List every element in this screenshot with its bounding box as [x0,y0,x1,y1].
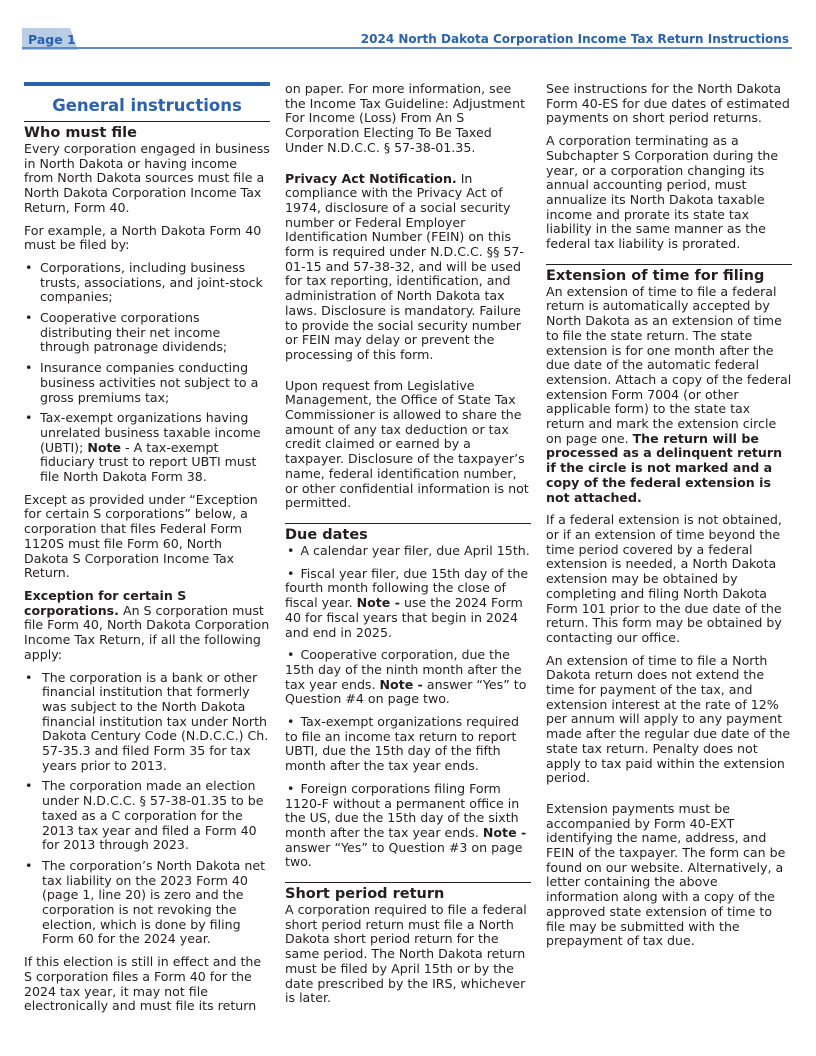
list-item: • Corporations, including business trusts, associations, and joint-stock companies; [24,261,270,305]
paragraph-text: In compliance with the Privacy Act of 1974, disclosure of a social security number or Federal Employer Identification Number (FEIN) on this form is required under N.D.C.C. §§ 57-01-15 and 57-38-32, and will be used for tax reporting, identification, and administration of North Dakota tax laws. Disclosure is mandatory. Failure to provide the social security number or FEIN may delay or prevent the processing of this form. [285,170,524,362]
heading-due-dates: Due dates [285,526,368,543]
heading-short-period: Short period return [285,886,445,903]
list-item-text: - A tax-exempt fiduciary trust to report UBTI must file North Dakota Form 38. [40,439,257,485]
section-rule [285,882,531,883]
column-2 [285,82,531,1014]
paragraph: If this election is still in effect and the S corporation files a Form 40 for the 2024 tax year, it may not file electronically and must file its return [24,954,262,1014]
due-date-text: A calendar year filer, due April 15th. [300,542,530,558]
paragraph [285,172,531,363]
due-date-text: use the 2024 Form 40 for fiscal years that begin in 2024 and end in 2025. [285,595,523,640]
note-label: Note - [379,676,423,692]
due-date-text: answer “Yes” to Question #3 on page two. [285,839,523,870]
paragraph-text: An S corporation must file Form 40, North Dakota Corporation Income Tax Return, if all the following apply: [24,602,270,662]
due-date-text: Tax-exempt organizations required to file an income tax return to report UBTI, due the 15th day of the fifth month after the tax year ends. [285,714,519,774]
column-1 [24,82,270,1022]
heading-who-must-file: Who must file [24,125,137,141]
paragraph: Except as provided under “Exception for certain S corporations” below, a corporation that files Federal Form 1120S must file Form 60, North Dakota S Corporation Income Tax Return. [24,491,258,581]
paragraph: See instructions for the North Dakota Form 40-ES for due dates of estimated payments on short period returns. [546,81,790,126]
exception-list [24,671,270,948]
due-date-item: • Tax-exempt organizations required to file an income tax return to report UBTI, due the 15th day of the fifth month after the tax year ends. [285,714,519,774]
paragraph: An extension of time to file a North Dakota return does not extend the time for payment of the tax, and extension interest at the rate of 12% per annum will apply to any payment made after the regular due date of the state tax return. Penalty does not apply to tax paid within the extension period. [546,652,791,786]
page-header [0,0,816,60]
due-date-item: • A calendar year filer, due April 15th. [287,542,530,558]
paragraph: A corporation required to file a federal short period return must file a North Dakota short period return for the same period. The North Dakota return must be filed by April 15th or by the date prescribed by the IRS, whichever is later. [285,902,527,1006]
due-date-text: Cooperative corporation, due the 15th day of the ninth month after the tax year ends. [285,647,522,692]
paragraph: Upon request from Legislative Management, the Office of State Tax Commissioner is allowed to share the amount of any tax deduction or tax credit claimed or earned by a taxpayer. Disclosure of the taxpayer’s name, federal identification number, or other confidential information is not permitted. [285,377,529,511]
heading-extension: Extension of time for filing [546,267,765,284]
paragraph: If a federal extension is not obtained, or if an extension of time beyond the time period covered by a federal extension is needed, a North Dakota extension may be obtained by completing and filing North Dakota Form 101 prior to the due date of the return. This form may be obtained by contacting our office. [546,512,782,645]
note-label: Note - [482,824,527,840]
document-title: 2024 North Dakota Corporation Income Tax Return Instructions [360,32,789,46]
list-item: • The corporation’s North Dakota net tax liability on the 2023 Form 40 (page 1, line 20) is zero and the corporation is not revoking the election, which is done by filing Form 60 for the 2024 year. [24,859,270,947]
paragraph: on paper. For more information, see the Income Tax Guideline: Adjustment For Income (Loss) From An S Corporation Electing To Be Taxed Under N.D.C.C. § 57-38-01.35. [285,81,526,155]
column-3 [546,82,792,957]
list-item: • Cooperative corporations distributing their net income through patronage dividends; [24,311,270,355]
list-item [24,411,270,485]
due-date-item: • Foreign corporations filing Form 1120-F without a permanent office in the US, due the 15th day of the sixth month after the tax year ends. Note - answer “Yes” to Question #3 on page two. [285,780,527,870]
section-rule [285,523,531,524]
due-date-text: answer “Yes” to Question #4 on page two. [285,676,527,707]
filer-list [24,261,270,485]
section-rule [546,264,792,265]
paragraph: For example, a North Dakota Form 40 must be filed by: [24,222,262,253]
list-item: • The corporation made an election under N.D.C.C. § 57-38-01.35 to be taxed as a C corporation for the 2013 tax year and filed a Form 40 for 2013 through 2023. [24,779,270,853]
page-number: Page 1 [28,32,76,47]
subheading-exception: Exception for certain S corporations. [24,587,187,618]
paragraph [24,589,270,663]
paragraph: Every corporation engaged in business in North Dakota or having income from North Dakota sources must file a North Dakota Corporation Income Tax Return, Form 40. [24,141,270,215]
paragraph-text: An extension of time to file a federal return is automatically accepted by North Dakota as an extension of time to file the state return. The state extension is for one month after the due date of the automatic federal extension. Attach a copy of the federal extension Form 7004 (or other applicable form) to the state tax return and mark the extension circle on page one. [546,283,792,446]
note-label: Note - [356,595,400,611]
header-rule [22,47,792,49]
list-item: • The corporation is a bank or other financial institution that formerly was subject to the North Dakota financial institution tax under North Dakota Century Code (N.D.C.C.) Ch. 57-35.3 and filed Form 35 for tax years prior to 2013. [24,671,270,774]
due-date-text: Fiscal year filer, due 15th day of the fourth month following the close of fiscal year. [285,565,529,611]
due-date-item: • Fiscal year filer, due 15th day of the fourth month following the close of fiscal year. Note - use the 2024 Form 40 for fiscal years that begin in 2024 and end in 2025. [285,565,529,640]
paragraph [546,285,792,506]
list-item: • Insurance companies conducting business activities not subject to a gross premiums tax; [24,361,270,405]
paragraph: Extension payments must be accompanied by Form 40-EXT identifying the name, address, and FEIN of the taxpayer. The form can be found on our website. Alternatively, a letter containing the above information along with a copy of the approved state extension of time to file may be submitted with the prepayment of tax due. [546,800,786,949]
section-rule [24,121,270,122]
due-date-item: • Cooperative corporation, due the 15th day of the ninth month after the tax year ends. Note - answer “Yes” to Question #4 on page two. [285,647,527,707]
section-title: General instructions [52,96,242,115]
due-date-text: Foreign corporations filing Form 1120-F without a permanent office in the US, due the 15th day of the sixth month after the tax year ends. [285,780,520,840]
paragraph: A corporation terminating as a Subchapter S Corporation during the year, or a corporation changing its annual accounting period, must annualize its North Dakota taxable income and prorate its state tax liability in the same manner as the federal tax liability is prorated. [546,133,779,252]
subheading-privacy: Privacy Act Notification. [285,170,457,186]
note-label: Note [87,439,122,455]
warning-text: The return will be processed as a delinquent return if the circle is not marked and a copy of the federal extension is not attached. [546,430,783,505]
list-item-text: Tax-exempt organizations having unrelated business taxable income (UBTI); [40,410,261,455]
title-bar [24,82,270,86]
